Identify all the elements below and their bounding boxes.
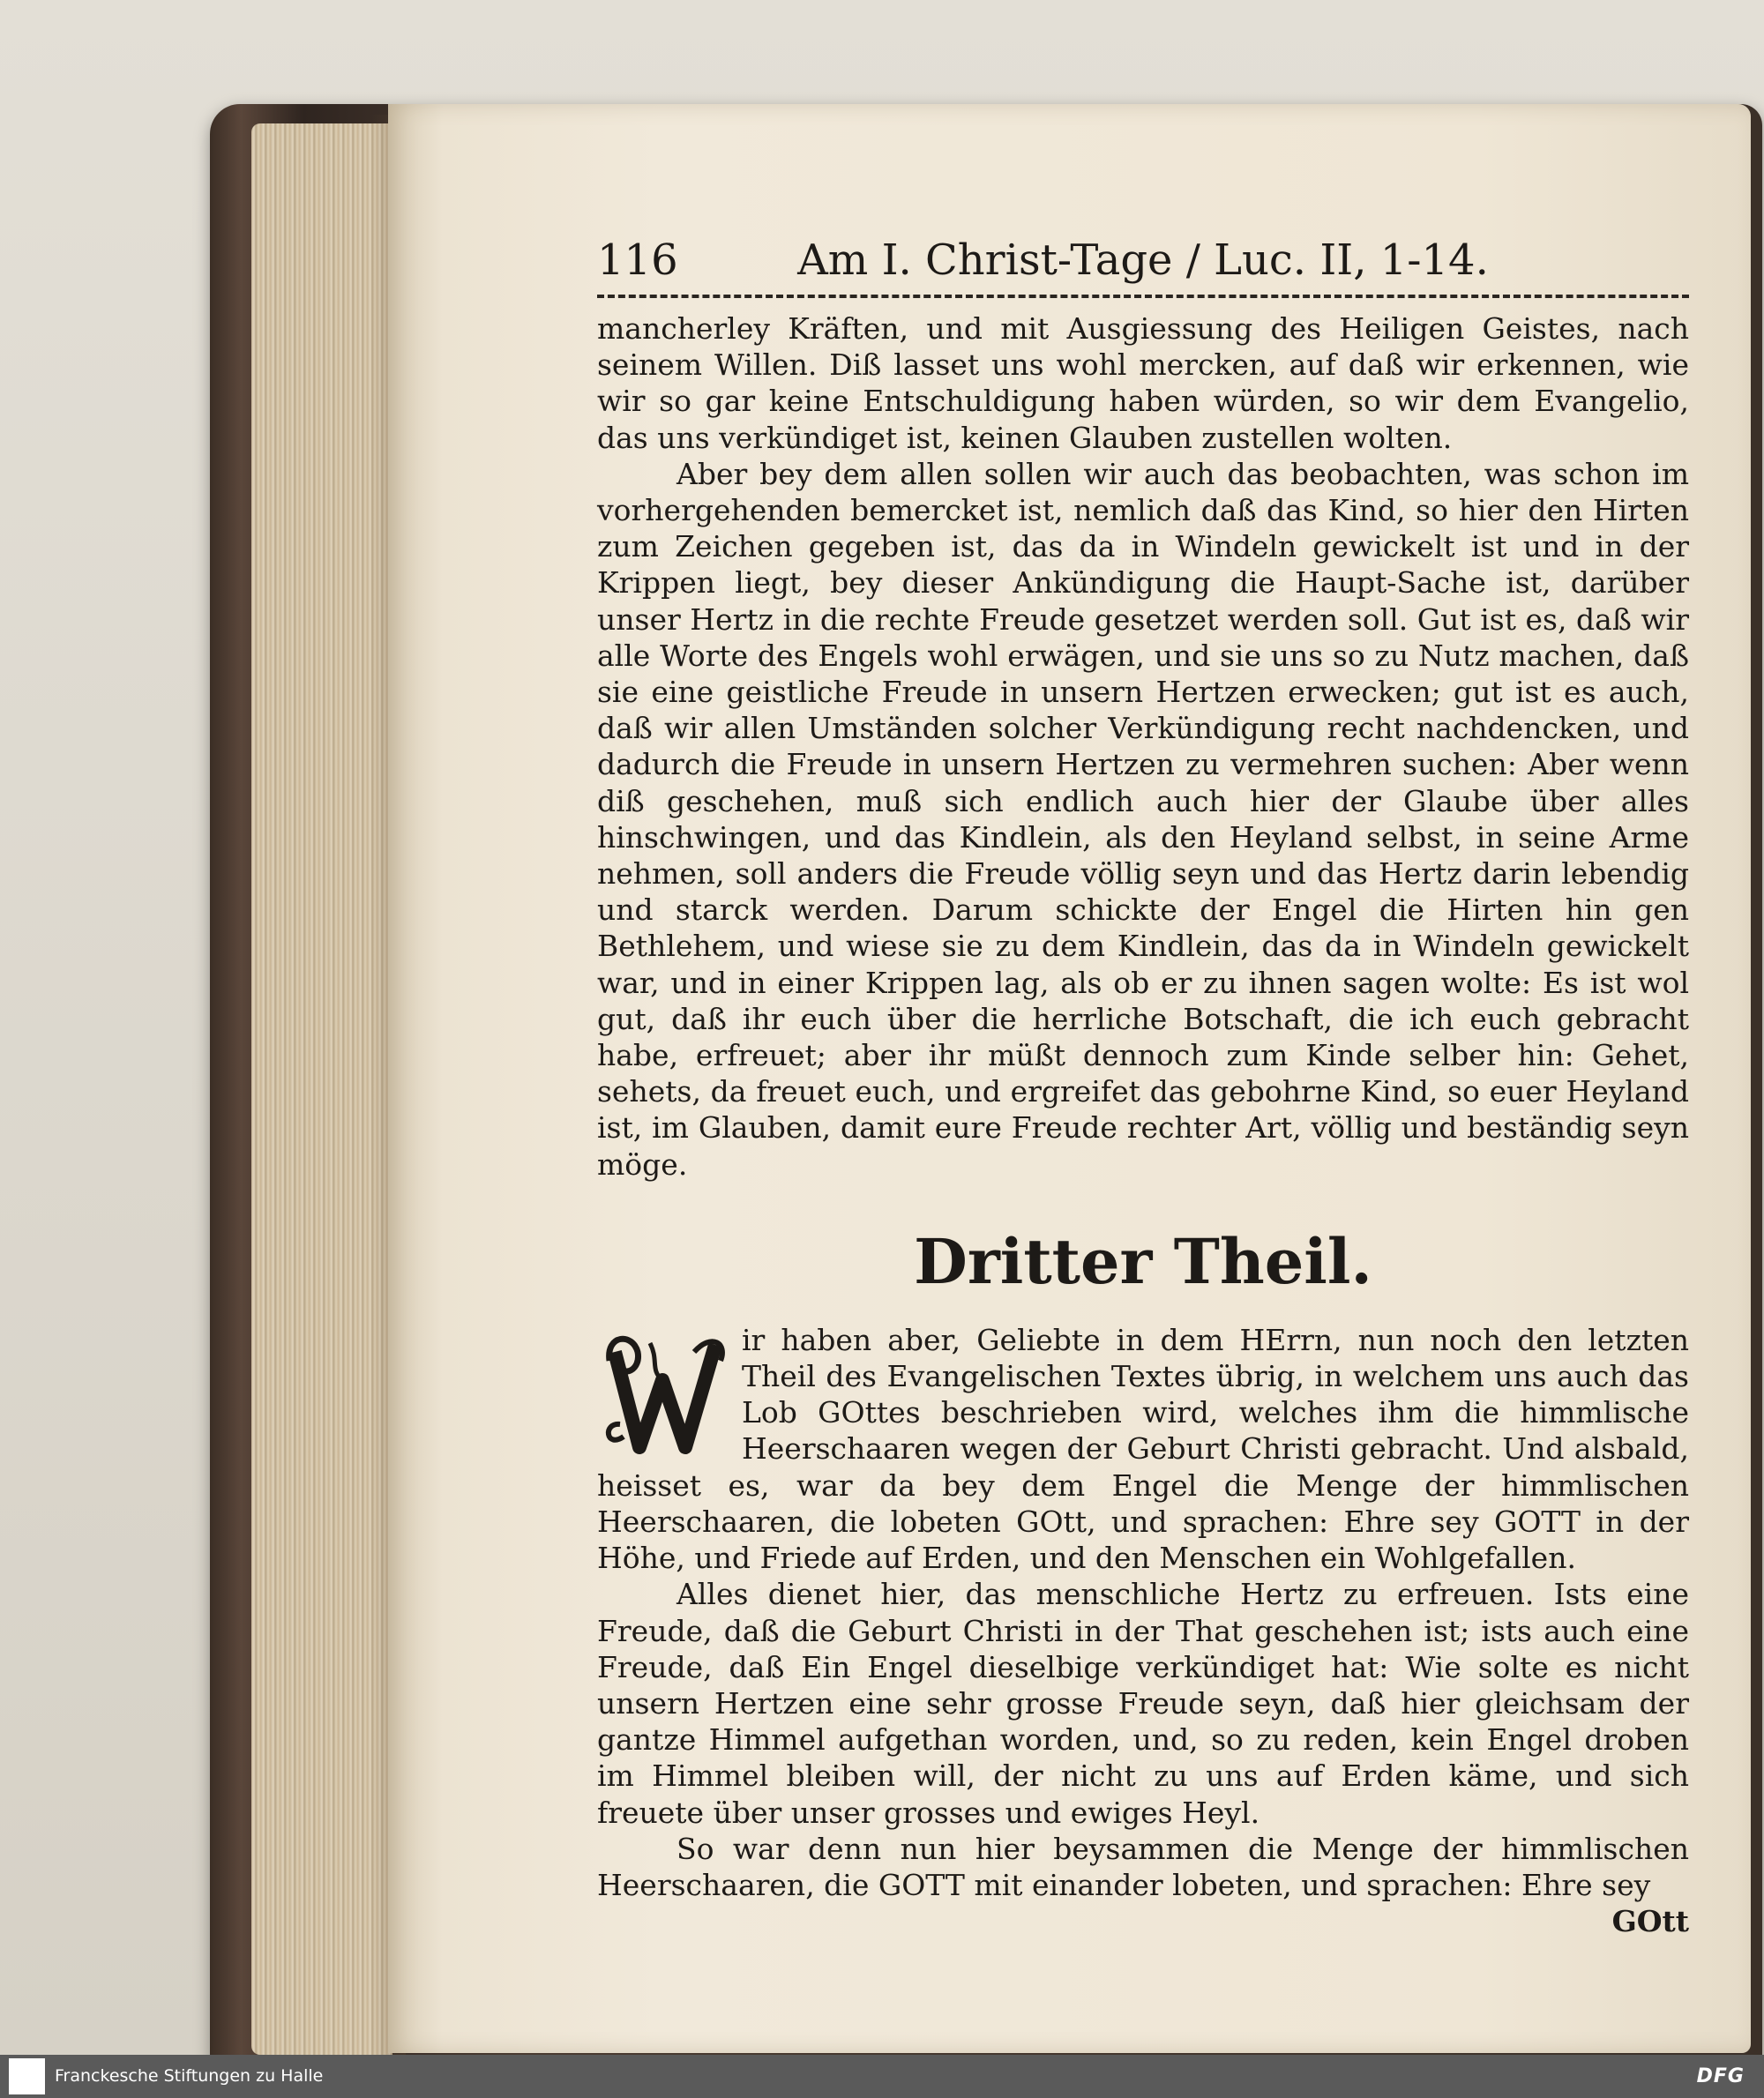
- svg-text:W: W: [654, 1400, 673, 1422]
- head-rule: [597, 295, 1689, 298]
- paragraph: Aber bey dem allen sollen wir auch das beobachten, was schon im vorhergehenden bemercket ist, nemlich daß das Kind, so hier den Hirten zum Zeichen gegeben ist, das da in Windeln gewickelt ist und in der Krippen liegt, bey dieser Ankündigung die Haupt-Sache ist, darüber unser Hertz in die rechte Freude gesetzet werden soll. Gut ist es, daß wir alle Worte des Engels wohl erwägen, und sie uns so zu Nutz machen, daß sie eine geistliche Freude in unsern Hertzen erwecken; gut ist es auch, daß wir allen Umständen solcher Verkündigung recht nachdencken, und dadurch die Freude in unsern Hertzen zu vermehren suchen: Aber wenn diß geschehen, muß sich endlich auch hier der Glaube über alles hinschwingen, und das Kindlein, als den Heyland selbst, in seine Arme nehmen, soll anders die Freude völlig seyn und das Hertz darin lebendig und starck werden. Darum schickte der Engel die Hirten hin gen Bethlehem, und wiese sie zu dem Kindlein, das da in Windeln gewickelt war, und in einer Krippen lag, als ob er zu ihnen sagen wolte: Es ist wol gut, daß ihr euch über die herrliche Botschaft, die ich euch gebracht habe, erfreuet; aber ihr müßt dennoch zum Kinde selber hin: Gehet, sehets, da freuet euch, und ergreifet das gebohrne Kind, so euer Heyland ist, im Glauben, damit eure Freude rechter Art, völlig und beständig seyn möge.: [597, 456, 1689, 1182]
- section-title: Dritter Theil.: [914, 1224, 1372, 1298]
- running-head: [597, 231, 1689, 289]
- paragraph-with-initial: ir haben aber, Geliebte in dem HErrn, nun noch den letzten Theil des Evangelischen Textes übrig, in welchem uns auch das Lob GOttes beschrieben wird, welches ihm die himmlische Heerschaaren wegen der Geburt Christi gebracht. Und alsbald, heisset es, war da bey dem Engel die Menge der himmlischen Heerschaaren, die lobeten GOtt, und sprachen: Ehre sey GOTT in der Höhe, und Friede auf Erden, und den Menschen ein Wohlgefallen.: [597, 1322, 1689, 1576]
- book-page: [388, 104, 1751, 2053]
- footer-bar: [0, 2055, 1764, 2098]
- drop-initial-w: [597, 1325, 729, 1458]
- paragraph: So war denn nun hier beysammen die Menge der himmlischen Heerschaaren, die GOTT mit einander lobeten, und sprachen: Ehre sey: [597, 1831, 1689, 1902]
- catchword: GOtt: [1611, 1904, 1689, 1939]
- institution-logo[interactable]: [9, 2058, 45, 2094]
- text-block: [597, 231, 1689, 1939]
- dfg-logo[interactable]: DFG: [1696, 2065, 1745, 2087]
- paragraph: Alles dienet hier, das menschliche Hertz zu erfreuen. Ists eine Freude, daß die Geburt Christi in der That geschehen ist; ists auch eine Freude, daß Ein Engel dieselbige verkündiget hat: Wie solte es nicht unsern Hertzen eine sehr grosse Freude seyn, daß hier gleichsam der gantze Himmel aufgethan worden, und, so zu reden, kein Engel droben im Himmel bleiben will, der nicht zu uns auf Erden käme, und sich freuete über unser grosses und ewiges Heyl.: [597, 1577, 1689, 1830]
- drop-cap-paragraph: [597, 1322, 1689, 1576]
- running-title: Am I. Christ-Tage / Luc. II, 1-14.: [797, 235, 1489, 285]
- page-number: 116: [597, 235, 678, 285]
- institution-name[interactable]: Franckesche Stiftungen zu Halle: [55, 2066, 324, 2086]
- paragraph-continuation: mancherley Kräften, und mit Ausgiessung des Heiligen Geistes, nach seinem Willen. Diß lasset uns wohl mercken, auf daß wir erkennen, wie wir so gar keine Entschuldigung haben würden, so wir dem Evangelio, das uns verkündiget ist, keinen Glauben zustellen wolten.: [597, 311, 1689, 455]
